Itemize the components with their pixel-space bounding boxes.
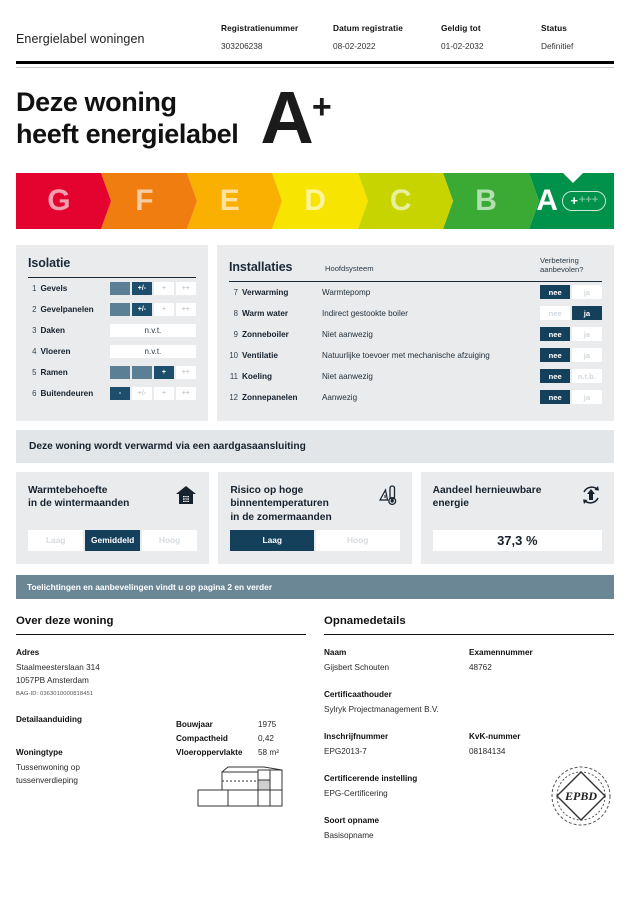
improvement-yes: n.t.b. [572,369,602,383]
system-description: Aanwezig [322,392,358,402]
instelling-heading: Certificerende instelling [324,773,418,783]
metric-title-line: in de zomermaanden [230,511,332,523]
spec-value: 58 m² [258,747,279,757]
hero-label-plus: + [311,87,332,126]
meta-value: 08-02-2022 [333,40,376,51]
meta-label: Datum registratie [333,23,403,33]
row-number: 10 [229,350,238,360]
segment-arrow [358,173,368,229]
metric-title-line: Risico op hoge [230,484,304,496]
improvement-no: nee [540,306,570,320]
opname-divider [324,634,614,635]
isolatie-header [28,256,196,270]
thermometer-icon [378,484,400,511]
installatie-row [229,303,602,324]
meta-label: Registratienummer [221,23,299,33]
examennummer-heading: Examennummer [469,648,533,658]
header-meta-row [221,22,614,53]
row-label: Zonnepanelen [242,392,298,402]
row-label: Ramen [40,367,68,377]
spec-label: Vloeroppervlakte [176,747,243,757]
hero-line-1: Deze woning [16,86,177,117]
inschrijf-kvk-block [324,732,614,758]
naam-examen-block [324,648,614,674]
isolatie-panel [16,245,208,421]
plus-indicator-pill [562,191,606,211]
plus-active: + [570,192,578,208]
installaties-title: Installaties [229,259,293,274]
isolatie-row [28,341,196,362]
about-divider [16,634,306,635]
address-city: 1057PB Amsterdam [16,676,89,686]
system-description: Niet aanwezig [322,371,373,381]
row-number: 3 [32,325,37,335]
metric-toggle-option: Hoog [142,530,197,551]
address-block [16,648,306,697]
details-section [16,615,614,842]
energy-scale-segment-f [101,173,186,229]
document-title: Energielabel woningen [16,32,145,46]
metric-title [28,484,129,511]
spec-value: 0,42 [258,733,274,743]
spec-label: Bouwjaar [176,719,213,729]
metric-value: 37,3 % [433,530,602,551]
row-label: Daken [40,325,66,335]
rating-cell: +/- [132,366,152,379]
metric-header [28,484,197,511]
rating-cell: +/- [132,387,152,400]
rating-not-applicable: n.v.t. [110,324,196,337]
about-title: Over deze woning [16,614,114,627]
energy-scale-segment-e [187,173,272,229]
spec-row [176,720,279,729]
energy-scale-segment-c [358,173,443,229]
address-street: Staalmeesterslaan 314 [16,663,100,673]
isolatie-title: Isolatie [28,255,71,270]
row-number: 6 [32,388,37,398]
naam-block [324,648,469,674]
address-heading: Adres [16,648,40,658]
rating-not-applicable: n.v.t. [110,345,196,358]
installatie-row [229,387,602,408]
energy-scale-strip [16,173,614,229]
house-diagram-icon [194,764,290,817]
rating-cell: - [110,303,130,316]
segment-arrow [187,173,197,229]
installatie-row [229,366,602,387]
row-number: 4 [32,346,37,356]
seal-text: EPBD [564,788,598,803]
certificaathouder-value: Sylryk Projectmanagement B.V. [324,705,439,715]
isolatie-row [28,299,196,320]
gas-connection-banner: Deze woning wordt verwarmd via een aardgasaansluiting [16,430,614,463]
row-label: Warm water [242,308,289,318]
improvement-yes: ja [572,348,602,362]
metric-title-line: energie [432,498,469,510]
improvement-yes: ja [572,306,602,320]
kvk-block [469,732,614,758]
inschrijfnummer-value: EPG2013-7 [324,746,367,756]
verbetering-line-2: aanbevolen? [540,264,584,274]
segment-letter: B [475,183,497,217]
segment-arrow [529,173,539,229]
row-label: Ventilatie [242,350,278,360]
metric-box [16,472,209,564]
installaties-rows [229,282,602,408]
segment-arrow [272,173,282,229]
rating-cell: + [154,303,174,316]
metric-toggle-option: Laag [28,530,83,551]
installaties-header [229,256,602,274]
segment-arrow [101,173,111,229]
rating-cell: +/- [132,303,152,316]
segment-arrow [443,173,453,229]
house-icon [175,484,197,511]
naam-value: Gijsbert Schouten [324,663,390,673]
hero-section [0,68,630,159]
improvement-toggle [540,348,602,362]
address-bag-id: BAG-ID: 0363010000818451 [16,690,94,697]
energy-scale-pointer [562,172,584,183]
meta-value: 303206238 [221,40,263,51]
rating-cell: +/- [132,282,152,295]
soort-opname-heading: Soort opname [324,815,380,825]
rating-cell: ++ [176,303,196,316]
meta-datum-registratie [333,22,441,53]
segment-letter: D [304,183,326,217]
isolatie-rows [28,278,196,404]
document-header [0,0,630,53]
improvement-yes: ja [572,285,602,299]
inschrijfnummer-heading: Inschrijfnummer [324,731,389,741]
metric-toggle [230,530,399,551]
instelling-value: EPG-Certificering [324,788,388,798]
hero-line-2: heeft energielabel [16,119,239,150]
header-divider-thick [16,61,614,64]
meta-registratienummer [221,22,333,53]
spec-label: Compactheid [176,733,228,743]
metric-toggle [28,530,197,551]
row-number: 1 [32,283,37,293]
isolatie-row [28,320,196,341]
improvement-no: nee [540,348,570,362]
improvement-toggle [540,306,602,320]
metric-toggle-option: Laag [230,530,314,551]
hero-label-badge [260,75,332,159]
system-description: Indirect gestookte boiler [322,308,408,318]
metric-title [230,484,331,524]
system-description: Warmtepomp [322,287,371,297]
rating-cell: - [110,366,130,379]
detail-heading: Detailaanduiding [16,714,82,724]
hero-label-letter: A [260,75,312,159]
improvement-toggle [540,369,602,383]
renewable-icon [580,484,602,511]
installaties-panel [217,245,614,421]
metric-box [218,472,411,564]
spec-row [176,734,279,743]
row-label: Zonneboiler [242,329,289,339]
woningtype-heading: Woningtype [16,747,63,757]
hero-heading [16,86,238,151]
row-label: Gevelpanelen [40,304,94,314]
metric-title-line: binnentemperaturen [230,498,329,510]
installatie-row [229,282,602,303]
isolatie-row [28,278,196,299]
rating-cell: ++ [176,282,196,295]
rating-cell: - [110,282,130,295]
spec-value: 1975 [258,719,277,729]
ratings-panels [16,245,614,421]
metric-title [433,484,542,511]
woningtype-line-2: tussenverdieping [16,775,78,785]
rating-scale [110,366,196,379]
improvement-no: nee [540,285,570,299]
certificaathouder-block [324,690,614,716]
isolatie-row [28,362,196,383]
row-label: Verwarming [242,287,289,297]
examennummer-block [469,648,614,674]
improvement-no: nee [540,390,570,404]
rating-cell: + [154,282,174,295]
metric-title-line: Warmtebehoefte [28,484,108,496]
improvement-toggle [540,327,602,341]
naam-heading: Naam [324,648,347,658]
plus-inactive: +++ [578,193,599,206]
segment-letter: C [389,183,411,217]
energy-scale-segment-d [272,173,357,229]
row-number: 9 [233,329,238,339]
about-column [16,615,306,842]
meta-label: Status [541,23,567,33]
improvement-no: nee [540,327,570,341]
rating-cell: ++ [176,387,196,400]
kvk-heading: KvK-nummer [469,731,521,741]
meta-geldig-tot [441,22,541,53]
row-number: 12 [229,392,238,402]
metric-box [421,472,614,564]
improvement-no: nee [540,369,570,383]
installaties-col-hoofdsysteem: Hoofdsysteem [325,263,374,273]
examennummer-value: 48762 [469,663,492,673]
system-description: Niet aanwezig [322,329,373,339]
metric-boxes [16,472,614,564]
rating-cell: - [110,387,130,400]
rating-cell: ++ [176,366,196,379]
improvement-yes: ja [572,390,602,404]
rating-scale [110,282,196,295]
segment-letter: E [219,183,240,217]
metric-toggle-option: Gemiddeld [85,530,140,551]
segment-letter: G [47,183,71,217]
improvement-toggle [540,285,602,299]
recommendations-note-bar: Toelichtingen en aanbevelingen vindt u op pagina 2 en verder [16,575,614,599]
segment-letter: A [536,183,558,217]
system-description: Natuurlijke toevoer met mechanische afzuiging [322,350,490,360]
rating-cell: + [154,387,174,400]
energy-scale-segment-b [443,173,528,229]
energy-scale [16,173,614,229]
opname-column [324,615,614,842]
epbd-seal-icon [550,765,612,832]
row-number: 11 [229,371,238,381]
row-label: Gevels [40,283,68,293]
improvement-toggle [540,390,602,404]
meta-value: 01-02-2032 [441,40,484,51]
woningtype-line-1: Tussenwoning op [16,762,80,772]
row-label: Vloeren [40,346,71,356]
metric-title-line: in de wintermaanden [28,498,130,510]
row-number: 5 [32,367,37,377]
verbetering-line-1: Verbetering [540,255,579,265]
woningtype-block [16,748,306,787]
row-number: 2 [32,304,37,314]
installatie-row [229,345,602,366]
soort-opname-value: Basisopname [324,830,374,840]
metric-toggle-option: Hoog [316,530,400,551]
energy-scale-segment-g [16,173,101,229]
row-number: 8 [233,308,238,318]
rating-cell: + [154,366,174,379]
rating-scale [110,387,196,400]
meta-status [541,22,611,53]
segment-letter: F [135,183,154,217]
isolatie-row [28,383,196,404]
kvk-value: 08184134 [469,746,506,756]
metric-title-line: Aandeel hernieuwbare [432,484,542,496]
meta-value: Definitief [541,40,574,51]
inschrijfnummer-block [324,732,469,758]
rating-scale [110,303,196,316]
row-number: 7 [233,287,238,297]
meta-label: Geldig tot [441,23,481,33]
improvement-yes: ja [572,327,602,341]
row-label: Buitendeuren [40,388,94,398]
installatie-row [229,324,602,345]
metric-header [433,484,602,511]
installaties-col-verbetering [540,256,602,274]
opname-title: Opnamedetails [324,614,406,627]
metric-header [230,484,399,524]
certificaathouder-heading: Certificaathouder [324,690,392,700]
row-label: Koeling [242,371,273,381]
